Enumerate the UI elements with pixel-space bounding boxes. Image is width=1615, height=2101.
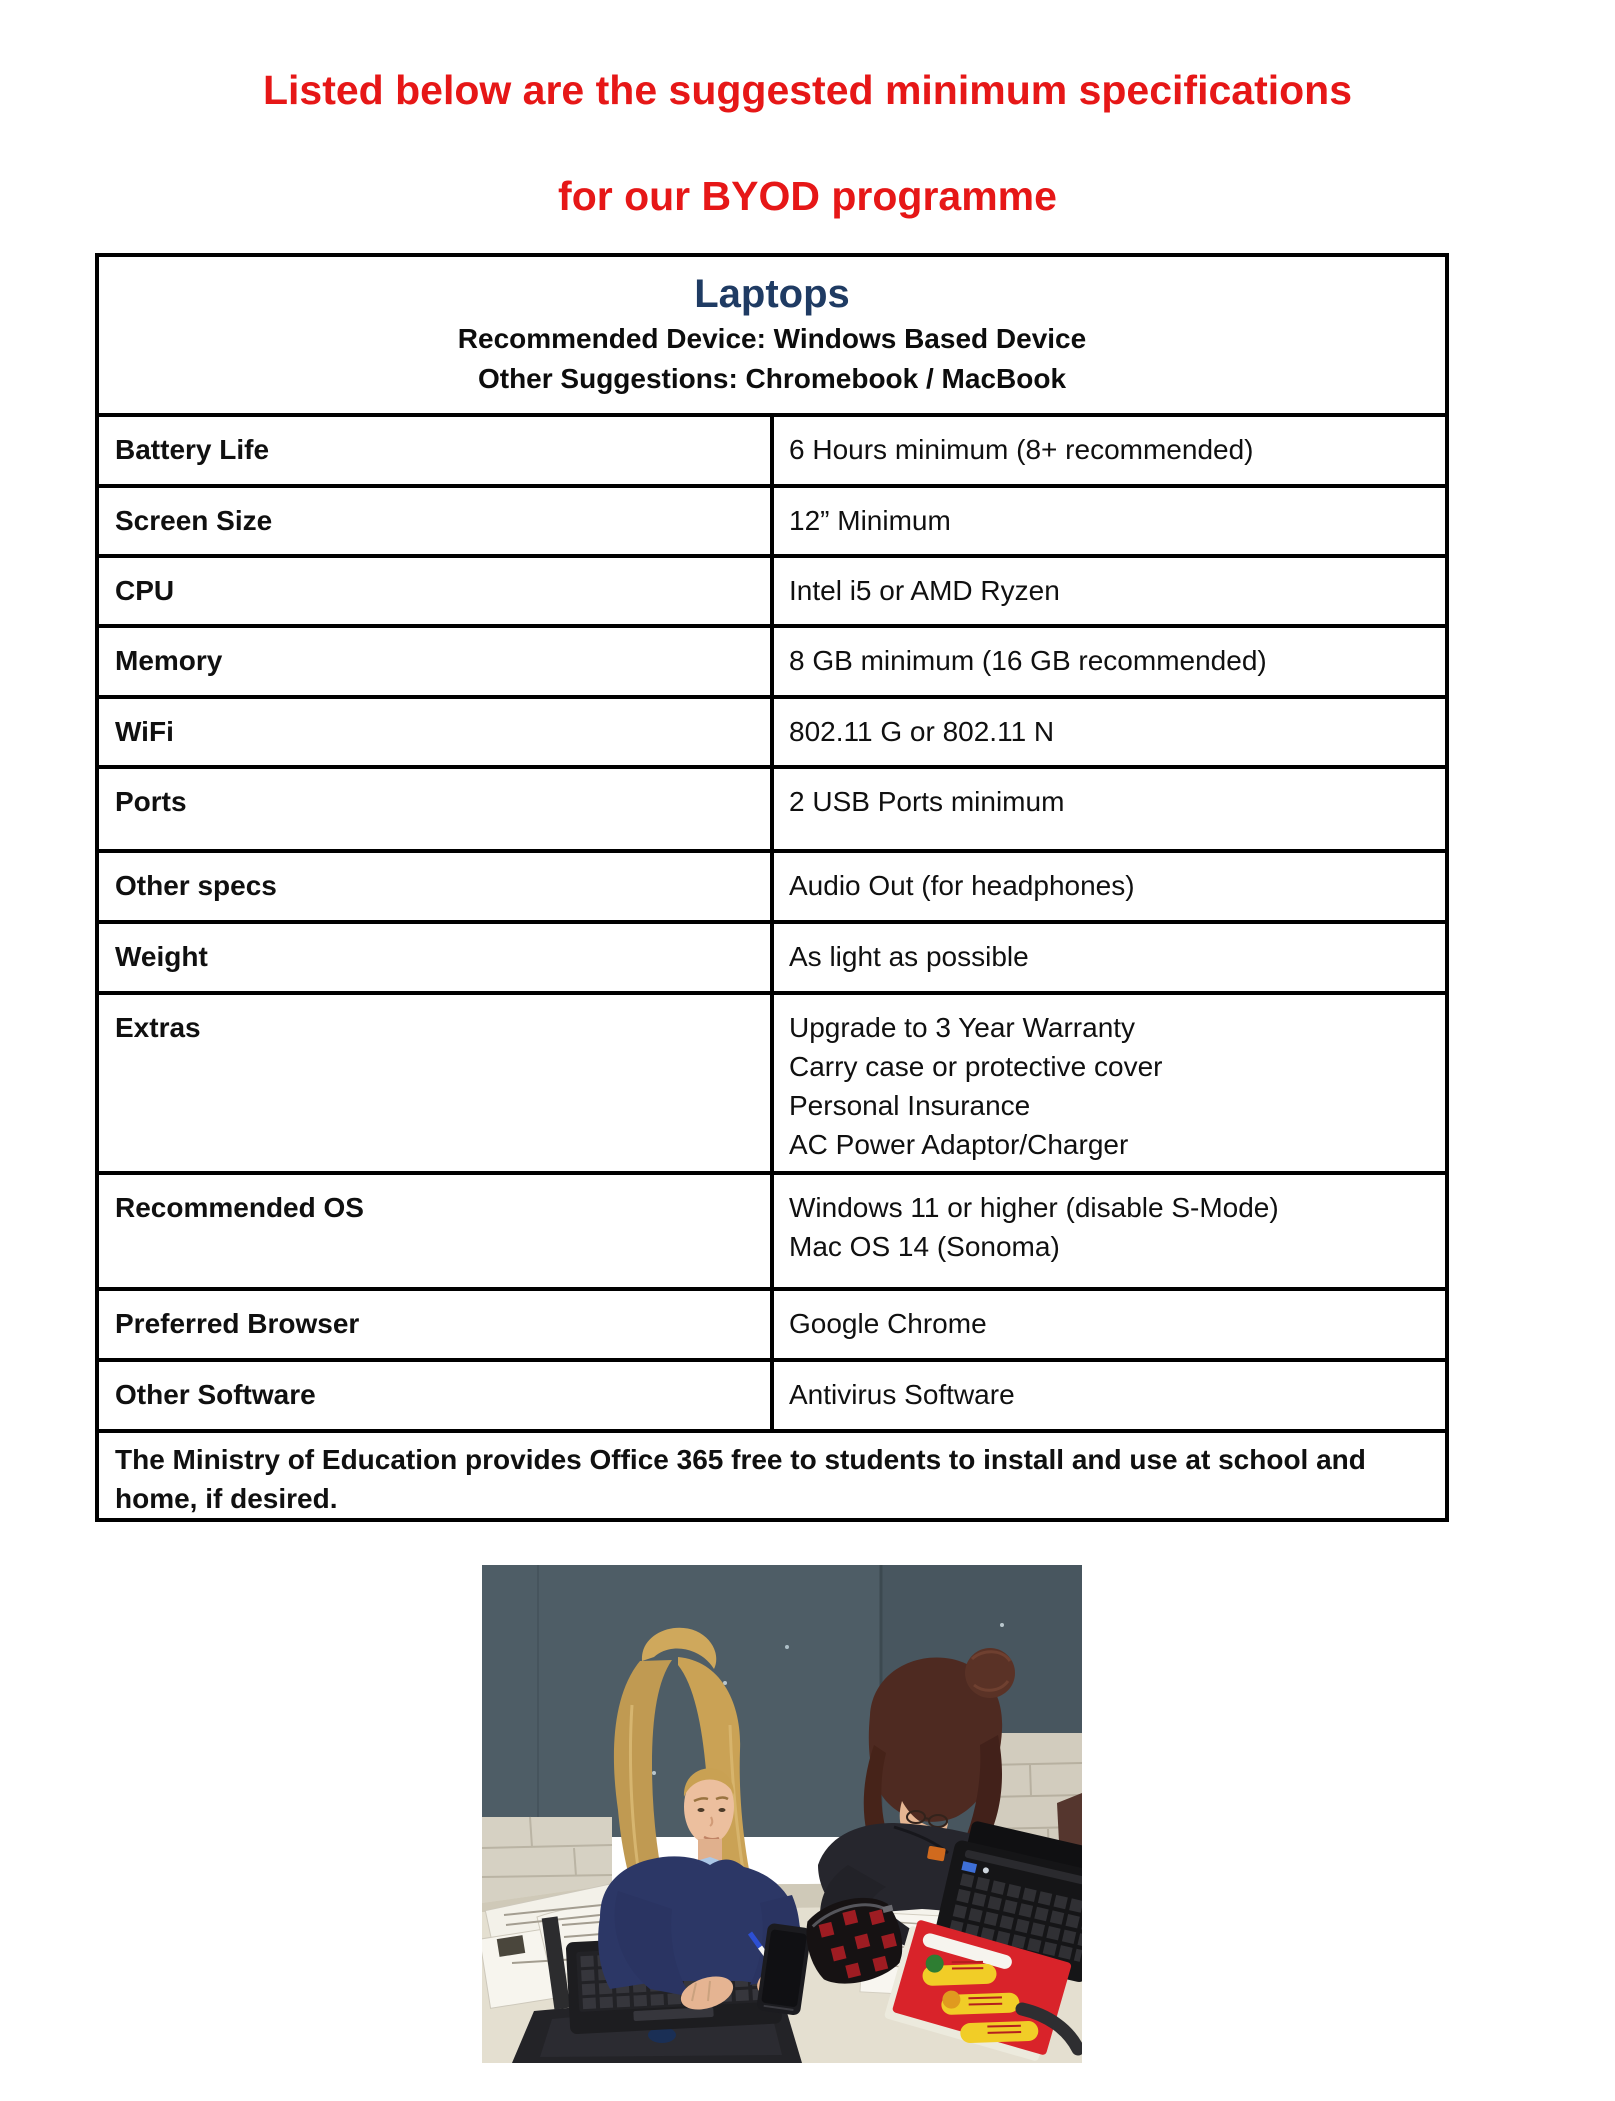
spec-value-line: Carry case or protective cover: [789, 1051, 1163, 1082]
spec-value: [772, 851, 1447, 922]
spec-row-extras: [97, 993, 1447, 1173]
spec-row-other-specs: [97, 851, 1447, 922]
spec-label: Other Software: [97, 1360, 772, 1431]
spec-row-ports: [97, 767, 1447, 851]
spec-row-memory: [97, 626, 1447, 697]
spec-label: Ports: [97, 767, 772, 851]
spec-value-line: Antivirus Software: [789, 1379, 1015, 1410]
spec-row-other-software: [97, 1360, 1447, 1431]
spec-row-screen-size: [97, 486, 1447, 556]
spec-value: [772, 993, 1447, 1173]
spec-value-line: 802.11 G or 802.11 N: [789, 716, 1055, 747]
spec-label: WiFi: [97, 697, 772, 767]
page-title-line1: Listed below are the suggested minimum specifications: [262, 67, 1353, 113]
students-photo: [482, 1565, 1082, 2063]
spec-value: [772, 1173, 1447, 1289]
spec-value: [772, 922, 1447, 993]
spec-value: [772, 767, 1447, 851]
spec-value: [772, 626, 1447, 697]
spec-value: [772, 556, 1447, 626]
spec-value-line: Intel i5 or AMD Ryzen: [789, 575, 1060, 606]
ministry-note: The Ministry of Education provides Office 365 free to students to install and use at school and home, if desired.: [97, 1431, 1447, 1520]
spec-row-weight: [97, 922, 1447, 993]
spec-label: Extras: [97, 993, 772, 1173]
spec-value: [772, 697, 1447, 767]
spec-label: Other specs: [97, 851, 772, 922]
table-title: Laptops: [694, 272, 850, 316]
spec-row-wifi: [97, 697, 1447, 767]
spec-row-battery-life: [97, 415, 1447, 486]
spec-value: [772, 1289, 1447, 1360]
spec-value-line: Personal Insurance: [789, 1090, 1031, 1121]
spec-label: CPU: [97, 556, 772, 626]
spec-value-line: As light as possible: [789, 941, 1029, 972]
spec-value-line: 8 GB minimum (16 GB recommended): [789, 645, 1267, 676]
table-header-cell: [97, 255, 1447, 415]
spec-label: Weight: [97, 922, 772, 993]
spec-value-line: Mac OS 14 (Sonoma): [789, 1231, 1060, 1262]
spec-label: Recommended OS: [97, 1173, 772, 1289]
spec-row-recommended-os: [97, 1173, 1447, 1289]
spec-value: [772, 1360, 1447, 1431]
table-subtitle-recommended: Recommended Device: Windows Based Device: [457, 323, 1087, 354]
spec-row-cpu: [97, 556, 1447, 626]
page-title-line2: for our BYOD programme: [558, 173, 1057, 219]
spec-label: Preferred Browser: [97, 1289, 772, 1360]
table-header-row: [97, 255, 1447, 415]
spec-value-line: Google Chrome: [789, 1308, 987, 1339]
spec-label: Battery Life: [97, 415, 772, 486]
spec-label: Screen Size: [97, 486, 772, 556]
spec-value-line: Windows 11 or higher (disable S-Mode): [789, 1192, 1279, 1223]
spec-value-line: Audio Out (for headphones): [789, 870, 1135, 901]
spec-value: [772, 486, 1447, 556]
spec-value-line: Upgrade to 3 Year Warranty: [789, 1012, 1136, 1043]
spec-value: [772, 415, 1447, 486]
spec-row-preferred-browser: [97, 1289, 1447, 1360]
laptop-spec-table: [95, 253, 1449, 1522]
spec-value-line: 2 USB Ports minimum: [789, 786, 1065, 817]
table-subtitle-other: Other Suggestions: Chromebook / MacBook: [477, 363, 1067, 394]
spec-value-line: 6 Hours minimum (8+ recommended): [789, 434, 1254, 465]
table-footer-note-row: [97, 1431, 1447, 1520]
spec-label: Memory: [97, 626, 772, 697]
spec-value-line: AC Power Adaptor/Charger: [789, 1129, 1129, 1160]
spec-value-line: 12” Minimum: [789, 505, 951, 536]
